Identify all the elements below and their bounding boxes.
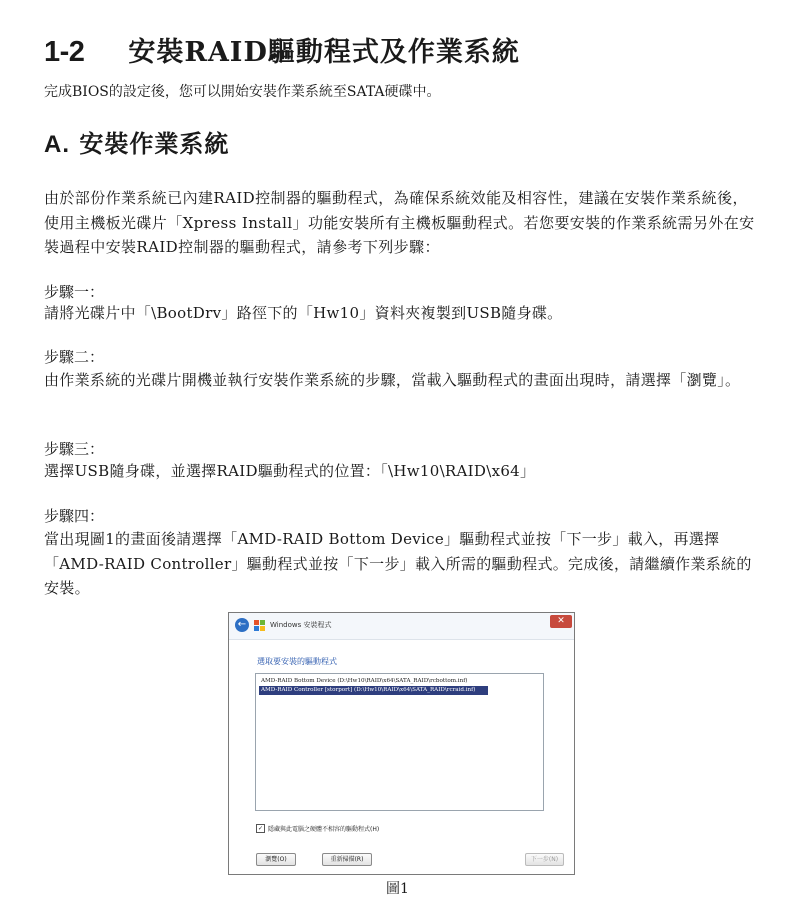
next-button[interactable]: 下一步(N) (525, 853, 564, 866)
windows-setup-dialog (228, 612, 575, 875)
chapter-heading (44, 30, 520, 69)
chapter-title: 安裝RAID驅動程式及作業系統 (128, 37, 520, 68)
back-arrow-icon[interactable]: ← (235, 618, 249, 632)
dialog-heading: 選取要安裝的驅動程式 (257, 657, 337, 666)
section-title: 安裝作業系統 (79, 129, 230, 158)
step-3-label: 步驟三： (44, 440, 105, 458)
hide-incompatible-checkbox[interactable]: ✓ (257, 825, 264, 832)
browse-button[interactable]: 瀏覽(O) (256, 853, 296, 866)
chapter-number: 1-2 (44, 36, 85, 68)
rescan-button[interactable]: 重新掃描(R) (322, 853, 372, 866)
body-paragraph: 由於部份作業系統已內建RAID控制器的驅動程式，為確保系統效能及相容性，建議在安裝作業系統後，使用主機板光碟片「Xpress Install」功能安裝所有主機板驅動程式。若您要安裝的作業系統需另外在安裝過程中安裝RAID控制器的驅動程式，請參考下列步驟： (44, 189, 755, 256)
dialog-titlebar (229, 613, 574, 640)
step-2-text: 由作業系統的光碟片開機並執行安裝作業系統的步驟，當載入驅動程式的畫面出現時，請選擇「瀏覽」。 (44, 371, 741, 389)
hide-incompatible-row[interactable] (256, 824, 379, 833)
step-2-label: 步驟二： (44, 348, 105, 366)
step-4-label: 步驟四： (44, 507, 105, 525)
step-3-text: 選擇USB隨身碟，並選擇RAID驅動程式的位置：「\Hw10\RAID\x64」 (44, 462, 536, 480)
windows-setup-icon (254, 620, 266, 631)
step-4-text: 當出現圖1的畫面後請選擇「AMD-RAID Bottom Device」驅動程式並按「下一步」載入，再選擇「AMD-RAID Controller」驅動程式並按「下一步」載入所需的驅動程式。完成後，請繼續作業系統的安裝。 (44, 530, 752, 597)
driver-list[interactable] (255, 673, 544, 811)
hide-incompatible-label: 隱藏與此電腦之硬體不相容的驅動程式(H) (268, 826, 380, 833)
step-1-label: 步驟一： (44, 283, 105, 301)
driver-item-bottom-device[interactable]: AMD-RAID Bottom Device (D:\Hw10\RAID\x64\SATA_RAID\rcbottom.inf) (261, 678, 468, 684)
intro-text: 完成BIOS的設定後，您可以開始安裝作業系統至SATA硬碟中。 (44, 84, 441, 100)
dialog-title: Windows 安裝程式 (270, 621, 332, 629)
driver-item-controller[interactable]: AMD-RAID Controller [storport] (D:\Hw10\RAID\x64\SATA_RAID\rcraid.inf) (259, 686, 488, 695)
step-1-text: 請將光碟片中「\BootDrv」路徑下的「Hw10」資料夾複製到USB隨身碟。 (44, 304, 563, 322)
figure-caption: 圖1 (386, 881, 409, 897)
section-heading (44, 124, 229, 159)
section-letter: A. (44, 131, 70, 158)
close-button[interactable]: ✕ (550, 615, 572, 628)
